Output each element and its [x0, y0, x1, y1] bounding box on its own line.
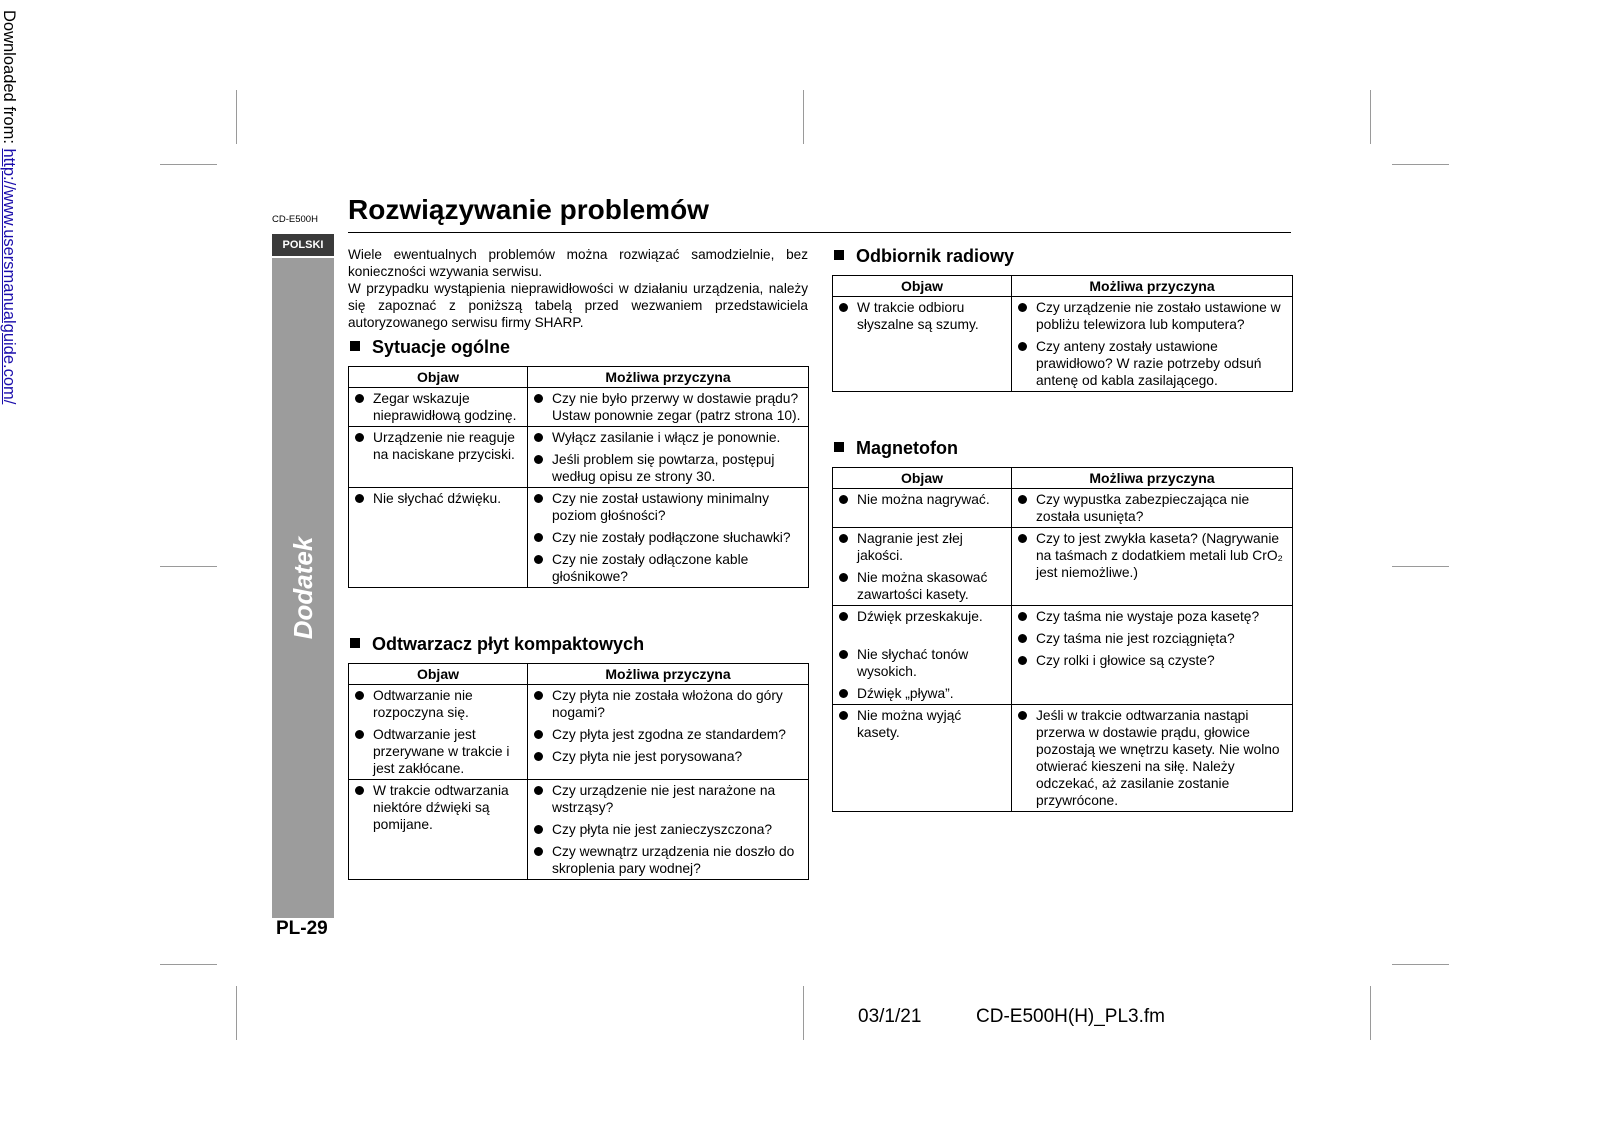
table-row [833, 705, 1293, 812]
crop-mark [236, 90, 237, 144]
page-title: Rozwiązywanie problemów [348, 194, 709, 225]
section-heading-tape: Magnetofon [834, 438, 958, 459]
symptom-cell [833, 606, 1012, 705]
cause-item: Czy nie zostały odłączone kable głośnikowe? [534, 551, 804, 585]
download-watermark [0, 10, 18, 450]
square-bullet-icon [834, 250, 844, 260]
cause-item: Czy płyta nie została włożona do góry nogami? [534, 687, 804, 721]
symptom-item: Nagranie jest złej jakości. [839, 530, 1007, 564]
crop-mark [1392, 566, 1449, 567]
square-bullet-icon [834, 442, 844, 452]
symptom-item: W trakcie odtwarzania niektóre dźwięki są pomijane. [355, 782, 523, 833]
table-row [833, 528, 1293, 606]
symptom-cell [833, 705, 1012, 812]
page-number: PL-29 [276, 918, 328, 939]
crop-mark [1392, 964, 1449, 965]
col-header-symptom: Objaw [833, 276, 1012, 297]
footer-filename: CD-E500H(H)_PL3.fm [976, 1006, 1165, 1027]
crop-mark [236, 986, 237, 1040]
table-general [348, 366, 809, 588]
crop-mark [803, 986, 804, 1040]
section-tab-label: Dodatek [288, 536, 318, 640]
crop-mark [160, 566, 217, 567]
symptom-cell [833, 489, 1012, 528]
symptom-item: Zegar wskazuje nieprawidłową godzinę. [355, 390, 523, 424]
cause-cell [1012, 297, 1293, 392]
cause-item: Wyłącz zasilanie i włącz je ponownie. [534, 429, 804, 446]
table-cd [348, 663, 809, 880]
symptom-cell [833, 528, 1012, 606]
crop-mark [1392, 164, 1449, 165]
cause-cell [528, 488, 809, 588]
col-header-cause: Możliwa przyczyna [528, 367, 809, 388]
table-row [349, 388, 809, 427]
symptom-item: Nie słychać dźwięku. [355, 490, 523, 507]
cause-cell [528, 388, 809, 427]
table-row [349, 427, 809, 488]
cause-item: Czy rolki i głowice są czyste? [1018, 652, 1288, 669]
cause-item: Czy wewnątrz urządzenia nie doszło do skroplenia pary wodnej? [534, 843, 804, 877]
footer-date: 03/1/21 [858, 1006, 922, 1027]
symptom-cell [833, 297, 1012, 392]
col-header-symptom: Objaw [349, 367, 528, 388]
table-row [349, 685, 809, 780]
cause-item: Czy urządzenie nie jest narażone na wstrząsy? [534, 782, 804, 816]
section-heading-radio: Odbiornik radiowy [834, 246, 1014, 267]
cause-item: Czy płyta nie jest zanieczyszczona? [534, 821, 804, 838]
cause-item: Czy wypustka zabezpieczająca nie została usunięta? [1018, 491, 1288, 525]
crop-mark [160, 964, 217, 965]
table-row [349, 780, 809, 880]
cause-item: Czy taśma nie jest rozciągnięta? [1018, 630, 1288, 647]
cause-item: Czy taśma nie wystaje poza kasetę? [1018, 608, 1288, 625]
symptom-cell [349, 427, 528, 488]
symptom-item: Nie można skasować zawartości kasety. [839, 569, 1007, 603]
col-header-symptom: Objaw [833, 468, 1012, 489]
table-row [833, 489, 1293, 528]
crop-mark [1370, 90, 1371, 144]
symptom-cell [349, 488, 528, 588]
cause-item: Czy anteny zostały ustawione prawidłowo? W razie potrzeby odsuń antenę od kabla zasilającego. [1018, 338, 1288, 389]
symptom-item: Urządzenie nie reaguje na naciskane przyciski. [355, 429, 523, 463]
watermark-link[interactable]: http://www.usersmanualguide.com/ [0, 148, 18, 405]
cause-cell [528, 685, 809, 780]
cause-item: Czy nie został ustawiony minimalny poziom głośności? [534, 490, 804, 524]
symptom-item: Odtwarzanie nie rozpoczyna się. [355, 687, 523, 721]
cause-cell [1012, 528, 1293, 606]
language-badge: POLSKI [272, 234, 334, 256]
square-bullet-icon [350, 341, 360, 351]
cause-cell [1012, 705, 1293, 812]
col-header-cause: Możliwa przyczyna [1012, 276, 1293, 297]
symptom-item: Dźwięk „pływa”. [839, 685, 1007, 702]
intro-paragraph-2: W przypadku wystąpienia nieprawidłowości w działaniu urządzenia, należy się zapoznać z poniższą tabelą przed wezwaniem przedstawiciela autoryzowanego serwisu firmy SHARP. [348, 281, 808, 330]
symptom-item: Nie można nagrywać. [839, 491, 1007, 508]
crop-mark [1370, 986, 1371, 1040]
section-heading-general: Sytuacje ogólne [350, 337, 510, 358]
cause-item: Czy płyta jest zgodna ze standardem? [534, 726, 804, 743]
col-header-cause: Możliwa przyczyna [528, 664, 809, 685]
intro-paragraph-1: Wiele ewentualnych problemów można rozwiązać samodzielnie, bez konieczności wzywania serwisu. [348, 247, 808, 279]
cause-item: Jeśli problem się powtarza, postępuj według opisu ze strony 30. [534, 451, 804, 485]
table-row [833, 297, 1293, 392]
cause-cell [528, 427, 809, 488]
symptom-item: Nie słychać tonów wysokich. [839, 646, 1007, 680]
model-code: CD-E500H [272, 214, 318, 225]
symptom-item: Nie można wyjąć kasety. [839, 707, 1007, 741]
cause-item: Czy urządzenie nie zostało ustawione w pobliżu telewizora lub komputera? [1018, 299, 1288, 333]
symptom-item: Dźwięk przeskakuje. [839, 608, 1007, 625]
col-header-symptom: Objaw [349, 664, 528, 685]
cause-item: Czy nie było przerwy w dostawie prądu? Ustaw ponownie zegar (patrz strona 10). [534, 390, 804, 424]
symptom-cell [349, 780, 528, 880]
symptom-item: Odtwarzanie jest przerywane w trakcie i jest zakłócane. [355, 726, 523, 777]
table-row [349, 488, 809, 588]
cause-cell [528, 780, 809, 880]
section-sidebar [272, 258, 334, 918]
cause-cell [1012, 489, 1293, 528]
table-radio [832, 275, 1293, 392]
symptom-cell [349, 685, 528, 780]
cause-item: Czy płyta nie jest porysowana? [534, 748, 804, 765]
table-tape [832, 467, 1293, 812]
table-row [833, 606, 1293, 705]
title-divider [348, 232, 1291, 233]
cause-item: Czy nie zostały podłączone słuchawki? [534, 529, 804, 546]
crop-mark [160, 164, 217, 165]
crop-mark [803, 90, 804, 144]
col-header-cause: Możliwa przyczyna [1012, 468, 1293, 489]
symptom-cell [349, 388, 528, 427]
symptom-item: W trakcie odbioru słyszalne są szumy. [839, 299, 1007, 333]
cause-item: Czy to jest zwykła kaseta? (Nagrywanie na taśmach z dodatkiem metali lub CrO₂ jest niemożliwe.) [1018, 530, 1288, 581]
cause-cell [1012, 606, 1293, 705]
square-bullet-icon [350, 638, 360, 648]
section-heading-cd: Odtwarzacz płyt kompaktowych [350, 634, 644, 655]
cause-item: Jeśli w trakcie odtwarzania nastąpi przerwa w dostawie prądu, głowice pozostają we wnętrzu kasety. Nie wolno otwierać kieszeni na siłę. Należy odczekać, aż zasilanie zostanie przywrócone. [1018, 707, 1288, 809]
watermark-prefix: Downloaded from: [0, 10, 18, 149]
